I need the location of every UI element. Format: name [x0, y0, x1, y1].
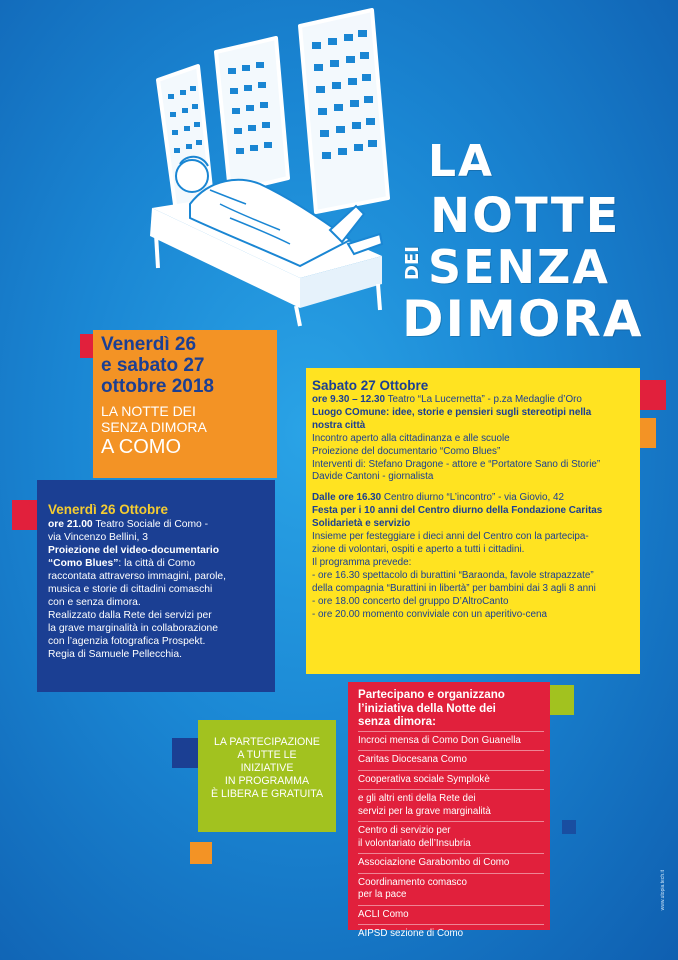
deco-red-square-left: [12, 500, 37, 530]
saturday-afternoon-line: Insieme per festeggiare i dieci anni del Centro con la partecipa-: [312, 531, 589, 543]
friday-desc-line: Realizzato dalla Rete dei servizi per: [48, 610, 212, 621]
organizers-heading: l’iniziativa della Notte dei: [358, 701, 496, 715]
saturday-morning-time-place: [312, 394, 634, 407]
saturday-program-box: [306, 368, 640, 674]
deco-orange-square-bottom: [190, 842, 212, 864]
deco-orange-square-right: [640, 418, 656, 448]
saturday-morning-line: Proiezione del documentario “Como Blues”: [312, 445, 501, 457]
event-name-line-1: LA NOTTE DEI: [101, 403, 196, 419]
date-line-1: Venerdì 26: [101, 334, 197, 355]
friday-time-place: [48, 518, 267, 531]
friday-desc-line: la grave marginalità in collaborazione: [48, 623, 218, 634]
title-line-dimora: DIMORA: [402, 290, 644, 348]
organizer-item: Coordinamento comasco per la pace: [358, 876, 467, 900]
saturday-morning-line: Interventi di: Stefano Dragone - attore e “Portatore Sano di Storie”: [312, 458, 601, 470]
saturday-morning-line: Davide Cantoni - giornalista: [312, 471, 434, 483]
saturday-afternoon-line: - ore 16.30 spettacolo di burattini “Baraonda, favole strapazzate”: [312, 569, 594, 581]
free-line: IN PROGRAMMA: [224, 775, 310, 787]
saturday-afternoon-line: - ore 20.00 momento conviviale con un aperitivo-cena: [312, 608, 547, 620]
man-sleeping-on-bed-under-buildings-illustration: [150, 8, 410, 328]
free-line: È LIBERA E GRATUITA: [210, 788, 324, 800]
saturday-morning-time: ore 9.30 – 12.30: [312, 394, 386, 405]
saturday-morning-line: Incontro aperto alla cittadinanza e alle scuole: [312, 432, 510, 444]
saturday-afternoon-time-place: [312, 492, 634, 505]
organizer-item: ACLI Como: [358, 908, 409, 920]
free-participation-box: [198, 720, 336, 832]
friday-address: via Vincenzo Bellini, 3: [48, 532, 148, 543]
title-small-dei: DEI: [402, 246, 423, 280]
title-line-la: LA: [428, 136, 495, 187]
free-line: A TUTTE LE: [237, 749, 297, 761]
organizers-heading: senza dimora:: [358, 715, 436, 728]
friday-projection-title: Proiezione del video-documentario: [48, 545, 220, 556]
saturday-morning-title: nostra città: [312, 419, 366, 431]
organizer-item: Centro di servizio per il volontariato dell’Insubria: [358, 825, 471, 849]
designer-credit: www.utopia.tech.it: [660, 870, 666, 911]
friday-time: ore 21.00: [48, 519, 93, 530]
saturday-afternoon-line: della compagnia “Burattini in libertà” per bambini dai 3 agli 8 anni: [312, 582, 596, 594]
saturday-afternoon-title: Solidarietà e servizio: [312, 518, 411, 530]
saturday-afternoon-line: Il programma prevede:: [312, 556, 412, 568]
saturday-heading: Sabato 27 Ottobre: [312, 378, 429, 393]
date-line-2: e sabato 27: [101, 355, 205, 376]
friday-film-desc: “Como Blues”: la città di Como: [48, 558, 196, 569]
title-line-senza: SENZA: [428, 240, 611, 294]
saturday-afternoon-line: zione di volontari, ospiti e aperto a tutti i cittadini.: [312, 543, 525, 555]
event-city: A COMO: [101, 436, 182, 458]
organizer-item: Cooperativa sociale Symplokè: [358, 773, 490, 785]
organizer-item: Caritas Diocesana Como: [358, 754, 467, 765]
saturday-afternoon-title: Festa per i 10 anni del Centro diurno della Fondazione Caritas: [312, 505, 603, 517]
organizer-item: e gli altri enti della Rete dei servizi per la grave marginalità: [358, 793, 491, 817]
event-dates-box: [93, 330, 277, 478]
deco-red-square-right: [640, 380, 666, 410]
friday-desc-line: con l’agenzia fotografica Prospekt.: [48, 636, 206, 647]
free-line: INIZIATIVE: [240, 762, 294, 774]
organizer-item: Associazione Garabombo di Como: [358, 857, 510, 868]
friday-desc-line: con e senza dimora.: [48, 597, 141, 608]
friday-film-title: “Como Blues”: [48, 558, 119, 569]
deco-green-square: [550, 685, 574, 715]
date-line-3: ottobre 2018: [101, 376, 214, 397]
saturday-afternoon-place: Centro diurno “L’incontro” - via Giovio, 42: [381, 492, 564, 504]
title-line-notte: NOTTE: [430, 188, 621, 244]
deco-blue-square: [172, 738, 198, 768]
friday-desc-line: raccontata attraverso immagini, parole,: [48, 571, 226, 582]
event-name-line-2: SENZA DIMORA: [101, 419, 207, 435]
friday-heading: Venerdì 26 Ottobre: [48, 502, 169, 517]
friday-desc-line: Regia di Samuele Pellecchia.: [48, 649, 182, 660]
organizer-item: Incroci mensa di Como Don Guanella: [358, 734, 521, 746]
deco-red-square-top-left: [80, 334, 94, 358]
deco-blue-square-bottom: [562, 820, 576, 834]
saturday-morning-title: Luogo COmune: idee, storie e pensieri sugli stereotipi nella: [312, 406, 592, 418]
free-line: LA PARTECIPAZIONE: [214, 736, 320, 748]
friday-desc-line: musica e storie di cittadini comaschi: [48, 584, 213, 595]
organizers-box: [348, 682, 550, 939]
friday-program-box: [37, 480, 275, 692]
friday-place: Teatro Sociale di Como -: [92, 519, 209, 530]
saturday-afternoon-time: Dalle ore 16.30: [312, 492, 382, 504]
organizers-heading: Partecipano e organizzano: [358, 688, 505, 701]
saturday-afternoon-line: - ore 18.00 concerto del gruppo D’AltroCanto: [312, 595, 509, 607]
saturday-morning-place: Teatro “La Lucernetta” - p.za Medaglie d’Oro: [385, 394, 582, 405]
organizer-item: AIPSD sezione di Como: [358, 928, 464, 939]
